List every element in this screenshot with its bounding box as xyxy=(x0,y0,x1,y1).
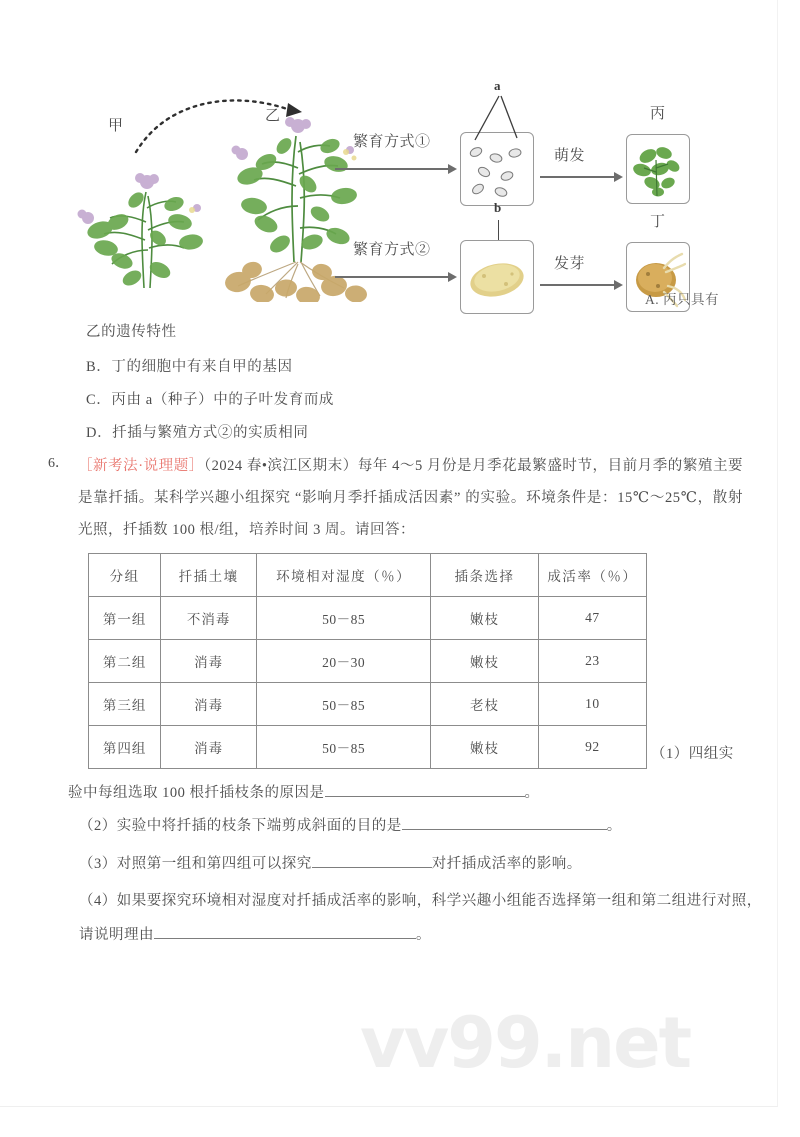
table-header-row xyxy=(89,554,647,597)
label-bing: 丙 xyxy=(650,106,666,122)
table-cell-group: 第一组 xyxy=(89,597,161,640)
arrow-method-1-line xyxy=(335,168,450,170)
table-cell-soil: 不消毒 xyxy=(161,597,257,640)
question-line2: 是靠扦插。某科学兴趣小组探究 “影响月季扦插成活因素” 的实验。环境条件是：15℃～25℃，散射光 xyxy=(78,490,743,538)
table-header-cell: 环境相对湿度（％） xyxy=(257,554,431,597)
table-cell-humidity: 50－85 xyxy=(257,597,431,640)
question-number: 6． xyxy=(48,456,69,471)
label-method-1: 繁育方式① xyxy=(353,134,431,150)
table-cell-group: 第三组 xyxy=(89,683,161,726)
label-ding: 丁 xyxy=(650,214,666,230)
subquestion-3-text-post: 对扦插成活率的影响。 xyxy=(431,856,582,872)
subquestion-2 xyxy=(79,811,622,841)
question-stem xyxy=(78,450,743,546)
table-cell-soil: 消毒 xyxy=(161,683,257,726)
table-row xyxy=(89,597,647,640)
label-jia: 甲 xyxy=(108,118,124,134)
seedling-illustration xyxy=(630,138,686,200)
table-header-cell: 插条选择 xyxy=(431,554,539,597)
label-germinate-2: 发芽 xyxy=(554,256,586,272)
arrow-germinate-2-head xyxy=(614,280,623,290)
biology-diagram xyxy=(60,72,740,312)
label-b: b xyxy=(494,200,502,215)
subquestion-4-line-1: （4）如果要探究环境相对湿度对扦插成活率的影响，科学兴趣小组能否选择第一组和第二组进行对照， xyxy=(79,893,762,909)
subquestion-3 xyxy=(79,849,582,879)
table-header-cell: 分组 xyxy=(89,554,161,597)
table-cell-survival: 23 xyxy=(538,640,646,683)
table-header-cell: 扦插土壤 xyxy=(161,554,257,597)
site-watermark: vv99.net xyxy=(360,1002,691,1084)
subquestion-3-text-pre: （3）对照第一组和第四组可以探究 xyxy=(79,856,312,872)
subquestion-4-line-2 xyxy=(79,920,431,950)
subquestion-1-head: （1）四组实 xyxy=(651,746,734,762)
table-row xyxy=(89,683,647,726)
arrow-germinate-2-line xyxy=(540,284,616,286)
table-cell-group: 第四组 xyxy=(89,726,161,769)
subquestion-1-text: 验中每组选取 100 根扦插枝条的原因是 xyxy=(68,785,325,801)
label-method-2: 繁育方式② xyxy=(353,242,431,258)
answer-blank-3[interactable] xyxy=(312,852,432,868)
table-cell-survival: 92 xyxy=(538,726,646,769)
question-line1: 每年 4～5 月份是月季花最繁盛时节，目前月季的繁殖主要 xyxy=(357,458,744,474)
answer-blank-1[interactable] xyxy=(325,781,525,797)
subquestion-2-text: （2）实验中将扦插的枝条下端剪成斜面的目的是 xyxy=(79,818,402,834)
option-d: D．扦插与繁殖方式②的实质相同 xyxy=(86,425,309,441)
option-a-continuation: 乙的遗传特性 xyxy=(86,324,177,340)
subquestion-2-period: 。 xyxy=(606,818,622,834)
subquestion-1-period: 。 xyxy=(524,785,540,801)
option-a-tail: A. 丙只具有 xyxy=(645,292,719,307)
table-cell-humidity: 20－30 xyxy=(257,640,431,683)
table-cell-soil: 消毒 xyxy=(161,640,257,683)
table-cell-group: 第二组 xyxy=(89,640,161,683)
table-cell-cutting: 嫩枝 xyxy=(431,597,539,640)
table-cell-humidity: 50－85 xyxy=(257,726,431,769)
arrow-method-2-line xyxy=(335,276,450,278)
label-yi: 乙 xyxy=(265,108,281,124)
arrow-germinate-1-head xyxy=(614,172,623,182)
subquestion-1-body xyxy=(68,778,540,808)
question-tag: ［新考法·说理题］ xyxy=(78,458,204,474)
option-b: B．丁的细胞中有来自甲的基因 xyxy=(86,359,293,375)
table-cell-cutting: 老枝 xyxy=(431,683,539,726)
table-cell-humidity: 50－85 xyxy=(257,683,431,726)
table-cell-cutting: 嫩枝 xyxy=(431,640,539,683)
question-source: （2024 春•滨江区期末） xyxy=(203,458,358,474)
table-header-cell: 成活率（％） xyxy=(538,554,646,597)
arrow-germinate-1-line xyxy=(540,176,616,178)
arrow-method-2-head xyxy=(448,272,457,282)
answer-blank-4[interactable] xyxy=(154,923,416,939)
table-row xyxy=(89,640,647,683)
table-cell-survival: 10 xyxy=(538,683,646,726)
question-line3: 照，扦插数 100 根/组，培养时间 3 周。请回答： xyxy=(93,522,416,538)
potato-illustration xyxy=(466,254,528,304)
arrow-method-1-head xyxy=(448,164,457,174)
experiment-table xyxy=(88,553,647,769)
subquestion-4-text: 请说明理由 xyxy=(79,927,154,943)
table-cell-soil: 消毒 xyxy=(161,726,257,769)
answer-blank-2[interactable] xyxy=(402,814,607,830)
table-cell-cutting: 嫩枝 xyxy=(431,726,539,769)
table-cell-survival: 47 xyxy=(538,597,646,640)
table-row xyxy=(89,726,647,769)
option-c: C．丙由 a（种子）中的子叶发育而成 xyxy=(86,392,335,408)
label-a: a xyxy=(494,78,501,93)
pointer-a-lines xyxy=(465,94,535,144)
label-germinate-1: 萌发 xyxy=(554,148,586,164)
subquestion-4-period: 。 xyxy=(416,927,431,943)
